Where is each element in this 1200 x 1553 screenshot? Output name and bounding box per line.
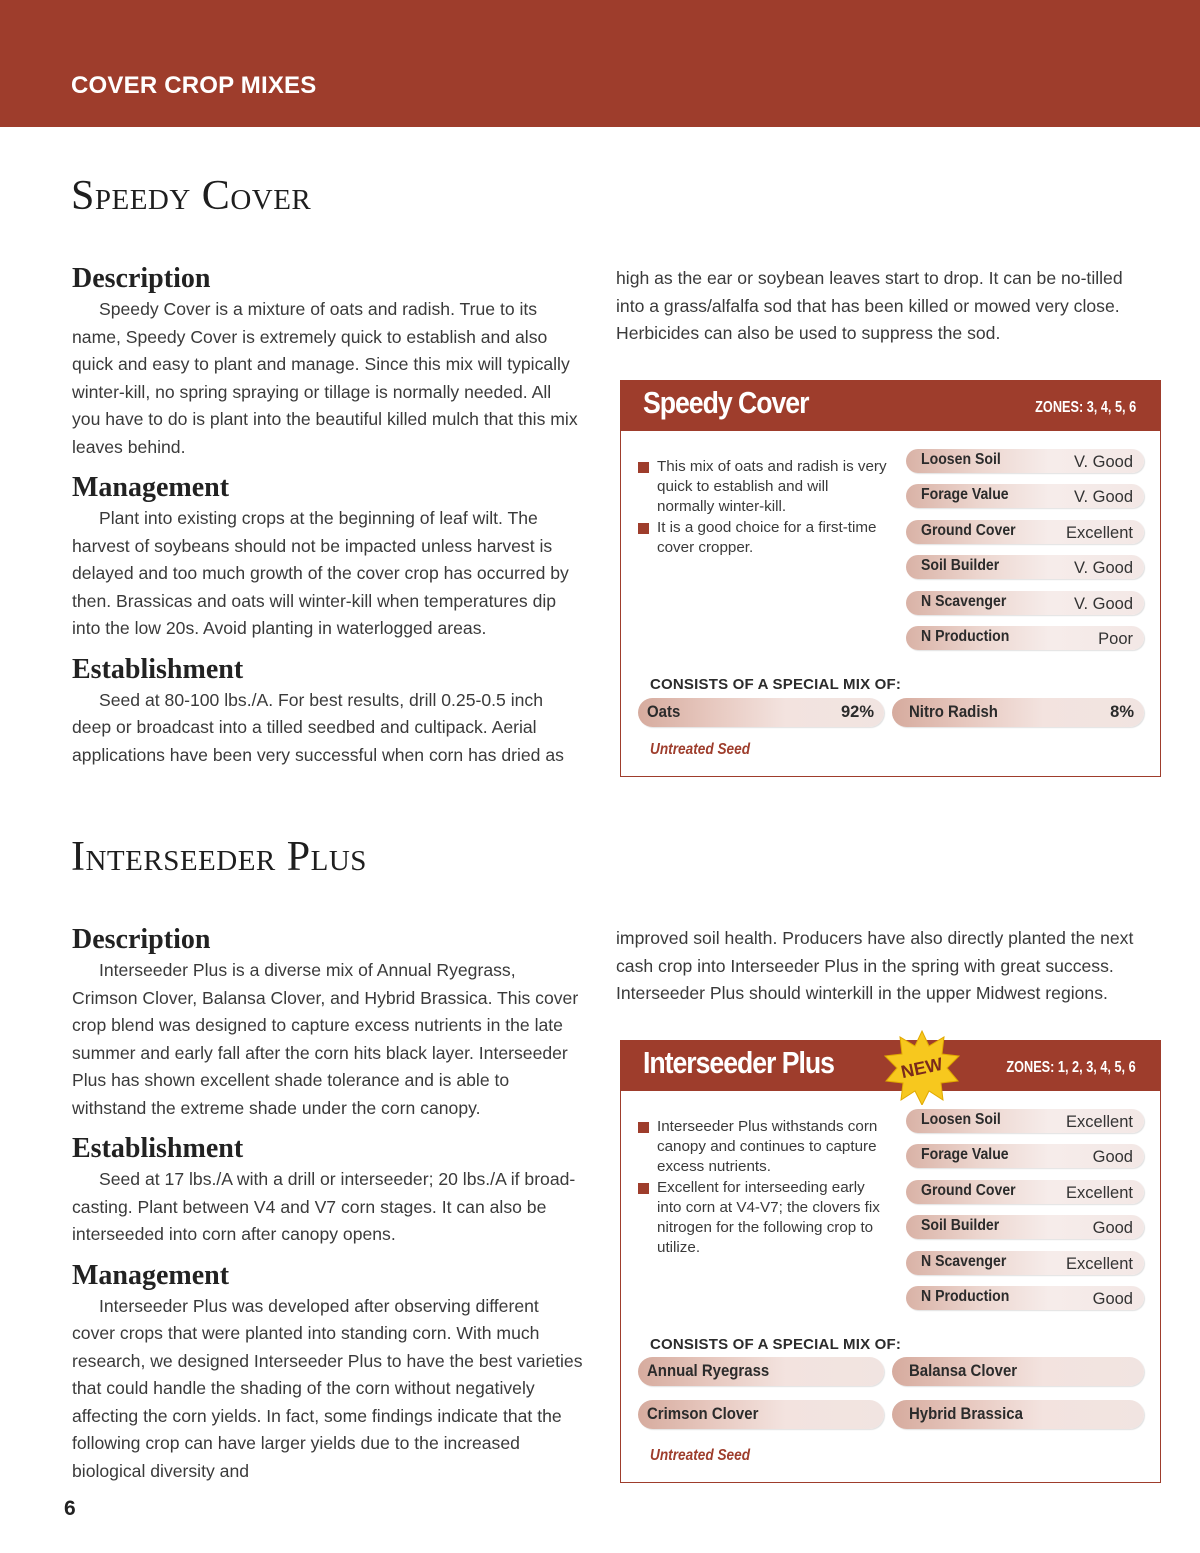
page-number: 6 bbox=[64, 1497, 76, 1520]
bullet-item: This mix of oats and radish is very quick to establish and will normally winter-kill. bbox=[638, 457, 888, 518]
speedy-establishment-heading: Establishment bbox=[72, 653, 244, 685]
mix-title: CONSISTS OF A SPECIAL MIX OF: bbox=[650, 1336, 902, 1353]
section-title-speedy-cover: Speedy Cover bbox=[71, 173, 312, 219]
rating-row: Ground Cover Excellent bbox=[906, 1180, 1144, 1204]
bullet-item: It is a good choice for a first-time cover cropper. bbox=[638, 518, 888, 558]
rating-row: N Production Poor bbox=[906, 626, 1144, 650]
new-badge-label: NEW bbox=[899, 1053, 945, 1083]
mix-title: CONSISTS OF A SPECIAL MIX OF: bbox=[650, 676, 902, 693]
interseeder-left-column bbox=[72, 923, 584, 1485]
rating-row: Forage Value Good bbox=[906, 1144, 1144, 1168]
speedy-continued-text: high as the ear or soybean leaves start to drop. It can be no-tilled into a grass/alfalfa sod that has been killed or mowed very close. Herbicides can also be used to suppress the sod. bbox=[616, 268, 1123, 343]
ratings-list bbox=[906, 449, 1144, 661]
panel-bullet-list bbox=[638, 457, 888, 558]
mix-item-hybrid-brassica: Hybrid Brassica bbox=[892, 1400, 1144, 1429]
interseeder-description-text: Interseeder Plus is a diverse mix of Annual Ryegrass, Crimson Clover, Balansa Clover, and Hybrid Brassica. This cover crop blend was designed to capture excess nutrients in the late summer and early fall after the corn hits black layer. Interseeder Plus has shown excellent shade tolerance and is able to withstand the extreme shade under the corn canopy. bbox=[72, 960, 579, 1118]
speedy-management-text: Plant into existing crops at the beginning of leaf wilt. The harvest of soybeans should not be impacted unless harvest is delayed and too much growth of the cover crop has occurred by then. Brassicas and oats will winter-kill when temperatures dip into the low 20s. Avoid planting in waterlogged areas. bbox=[72, 508, 569, 638]
rating-row: N Scavenger Excellent bbox=[906, 1251, 1144, 1275]
interseeder-continued-text: improved soil health. Producers have also directly planted the next cash crop into Interseeder Plus in the spring with great success. Interseeder Plus should winterkill in the upper Midwest regions. bbox=[616, 928, 1134, 1003]
speedy-cover-panel bbox=[620, 380, 1161, 777]
interseeder-description-heading: Description bbox=[72, 924, 211, 955]
speedy-description-text: Speedy Cover is a mixture of oats and radish. True to its name, Speedy Cover is extremely quick to establish and also quick and easy to plant and manage. Since this mix will typically winter-kill, no spring spraying or tillage is normally needed. All you have to do is plant into the beautiful killed mulch that this mix leaves behind. bbox=[72, 299, 578, 457]
bullet-square-icon bbox=[638, 523, 649, 534]
bullet-item: Interseeder Plus withstands corn canopy and continues to capture excess nutrients. bbox=[638, 1117, 888, 1178]
speedy-establishment-text: Seed at 80-100 lbs./A. For best results, drill 0.25-0.5 inch deep or broadcast into a tilled seedbed and cultipack. Aerial applications have been very successful when corn has dried as bbox=[72, 689, 564, 765]
bullet-square-icon bbox=[638, 1183, 649, 1194]
rating-row: Loosen Soil Excellent bbox=[906, 1109, 1144, 1133]
section-title-interseeder-plus: Interseeder Plus bbox=[71, 834, 367, 880]
untreated-seed-note: Untreated Seed bbox=[650, 741, 751, 758]
panel-bullet-list bbox=[638, 1117, 888, 1258]
ratings-list bbox=[906, 1109, 1144, 1321]
speedy-left-column bbox=[72, 262, 584, 769]
panel-zones: ZONES: 3, 4, 5, 6 bbox=[1034, 399, 1136, 416]
rating-row: Soil Builder V. Good bbox=[906, 555, 1144, 579]
interseeder-right-column bbox=[616, 925, 1146, 1008]
interseeder-management-heading: Management bbox=[72, 1259, 230, 1291]
mix-item-oats: Oats 92% bbox=[638, 698, 884, 727]
panel-zones: ZONES: 1, 2, 3, 4, 5, 6 bbox=[1006, 1059, 1136, 1076]
panel-header bbox=[621, 1041, 1160, 1091]
rating-row: Forage Value V. Good bbox=[906, 484, 1144, 508]
speedy-right-column bbox=[616, 265, 1146, 348]
bullet-square-icon bbox=[638, 1122, 649, 1133]
interseeder-plus-panel bbox=[620, 1040, 1161, 1483]
rating-row: Loosen Soil V. Good bbox=[906, 449, 1144, 473]
header-bar bbox=[0, 0, 1200, 127]
mix-item-nitro-radish: Nitro Radish 8% bbox=[892, 698, 1144, 727]
rating-row: N Production Good bbox=[906, 1286, 1144, 1310]
panel-header bbox=[621, 381, 1160, 431]
bullet-square-icon bbox=[638, 462, 649, 473]
panel-product-name: Speedy Cover bbox=[643, 385, 809, 420]
speedy-description-heading: Description bbox=[72, 263, 211, 294]
mix-item-annual-ryegrass: Annual Ryegrass bbox=[638, 1357, 884, 1386]
mix-item-crimson-clover: Crimson Clover bbox=[638, 1400, 884, 1429]
panel-product-name: Interseeder Plus bbox=[643, 1045, 834, 1080]
interseeder-management-text: Interseeder Plus was developed after observing different cover crops that were planted into standing corn. With much research, we designed Interseeder Plus to have the best varieties that could handle the shading of the corn without negatively affecting the corn yields. In fact, some findings indicate that the following crop can have larger yields due to the increased biological diversity and bbox=[72, 1295, 583, 1481]
interseeder-establishment-text: Seed at 17 lbs./A with a drill or interseeder; 20 lbs./A if broad-casting. Plant between V4 and V7 corn stages. It can also be interseeded into corn after canopy opens. bbox=[72, 1169, 576, 1244]
interseeder-establishment-heading: Establishment bbox=[72, 1133, 244, 1164]
new-starburst-icon bbox=[884, 1029, 960, 1105]
header-title: COVER CROP MIXES bbox=[71, 72, 317, 99]
rating-row: Ground Cover Excellent bbox=[906, 520, 1144, 544]
rating-row: Soil Builder Good bbox=[906, 1215, 1144, 1239]
untreated-seed-note: Untreated Seed bbox=[650, 1447, 751, 1464]
rating-row: N Scavenger V. Good bbox=[906, 591, 1144, 615]
mix-item-balansa-clover: Balansa Clover bbox=[892, 1357, 1144, 1386]
bullet-item: Excellent for interseeding early into corn at V4-V7; the clovers fix nitrogen for the following crop to utilize. bbox=[638, 1178, 888, 1259]
speedy-management-heading: Management bbox=[72, 472, 230, 503]
